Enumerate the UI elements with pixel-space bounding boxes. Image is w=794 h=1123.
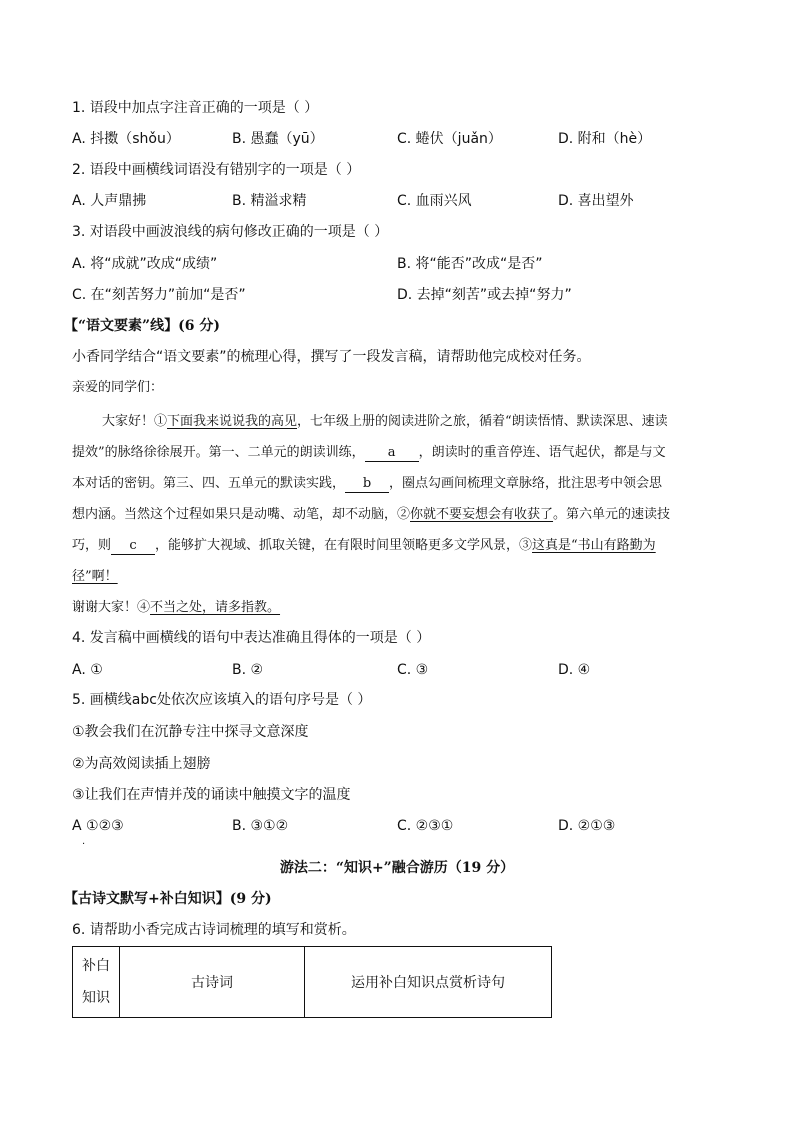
q3-option-d[interactable]: D. 去掉“刻苦”或去掉“努力” xyxy=(397,287,572,303)
speech-line-1 xyxy=(72,406,722,437)
underlined-sentence-3: 这真是“书山有路勤为 xyxy=(532,538,656,553)
q3-option-a[interactable]: A. 将“成就”改成“成绩” xyxy=(72,256,218,272)
q5-item-2: ②为高效阅读插上翅膀 xyxy=(72,756,211,772)
q1-stem: 1. 语段中加点字注音正确的一项是（ ） xyxy=(72,100,319,116)
blank-a[interactable]: a xyxy=(365,445,419,462)
blank-b[interactable]: b xyxy=(345,476,389,493)
table-header-knowledge-line2: 知识 xyxy=(82,990,110,1006)
section-intro: 小香同学结合“语文要素”的梳理心得，撰写了一段发言稿，请帮助他完成校对任务。 xyxy=(72,349,591,365)
q5-item-1: ①教会我们在沉静专注中探寻文意深度 xyxy=(72,724,309,740)
table-header-poem: 古诗词 xyxy=(120,947,305,1018)
speech-line-6 xyxy=(72,561,722,592)
speech-line-4 xyxy=(72,499,722,530)
q3-options-row2 xyxy=(72,285,732,305)
speech-text: 巧，则 xyxy=(72,538,112,553)
table-header-appreciation: 运用补白知识点赏析诗句 xyxy=(305,947,552,1018)
q5-option-b[interactable]: B. ③①② xyxy=(232,818,289,834)
q6-stem: 6. 请帮助小香完成古诗词梳理的填写和赏析。 xyxy=(72,922,356,938)
speech-text: ，七年级上册的阅读进阶之旅，循着“朗读悟情、默读深思、速读 xyxy=(297,414,668,429)
q4-options xyxy=(72,660,732,680)
q3-options-row1 xyxy=(72,254,732,274)
q3-stem: 3. 对语段中画波浪线的病句修改正确的一项是（ ） xyxy=(72,224,389,240)
q1-option-d[interactable]: D. 附和（hè） xyxy=(558,131,652,147)
q2-option-c[interactable]: C. 血雨兴风 xyxy=(397,193,472,209)
blank-c[interactable]: c xyxy=(111,538,155,555)
stray-mark: · xyxy=(82,839,86,850)
speech-text: 提效”的脉络徐徐展开。第一、二单元的朗读训练， xyxy=(72,445,365,460)
q1-options xyxy=(72,129,732,149)
q4-option-d[interactable]: D. ④ xyxy=(558,662,591,678)
q1-option-a[interactable]: A. 抖擞（shǒu） xyxy=(72,131,180,147)
q3-option-c[interactable]: C. 在“刻苦努力”前加“是否” xyxy=(72,287,246,303)
q5-item-3: ③让我们在声情并茂的诵读中触摸文字的温度 xyxy=(72,787,351,803)
q5-option-a[interactable]: A ①②③ xyxy=(72,818,124,834)
q5-options xyxy=(72,816,732,836)
q3-option-b[interactable]: B. 将“能否”改成“是否” xyxy=(397,256,543,272)
q4-option-b[interactable]: B. ② xyxy=(232,662,264,678)
part2-subheading: 【古诗文默写+补白知识】(9 分) xyxy=(64,891,272,907)
speech-text: 。第六单元的速读技 xyxy=(553,507,671,522)
speech-line-2 xyxy=(72,437,722,468)
q2-options xyxy=(72,191,732,211)
section-heading-elements: 【“语文要素”线】(6 分) xyxy=(64,318,220,334)
q2-option-d[interactable]: D. 喜出望外 xyxy=(558,193,634,209)
speech-line-3 xyxy=(72,468,722,499)
speech-text: 谢谢大家！④ xyxy=(72,600,151,615)
q4-option-c[interactable]: C. ③ xyxy=(397,662,429,678)
underlined-sentence-2: 你就不要妄想会有收获了 xyxy=(410,507,554,522)
q1-option-b[interactable]: B. 愚蠢（yū） xyxy=(232,131,324,147)
underlined-sentence-3-end: 径”啊！ xyxy=(72,569,118,584)
table-header-knowledge-line1: 补白 xyxy=(82,958,110,974)
poetry-table xyxy=(72,946,552,1018)
q2-option-a[interactable]: A. 人声鼎拂 xyxy=(72,193,147,209)
q4-option-a[interactable]: A. ① xyxy=(72,662,103,678)
speech-text: ，圈点勾画间梳理文章脉络，批注思考中领会思 xyxy=(389,476,663,491)
q5-option-d[interactable]: D. ②①③ xyxy=(558,818,616,834)
q1-option-c[interactable]: C. 蜷伏（juǎn） xyxy=(397,131,502,147)
speech-greeting: 亲爱的同学们： xyxy=(72,380,164,395)
q2-stem: 2. 语段中画横线词语没有错别字的一项是（ ） xyxy=(72,162,361,178)
q2-option-b[interactable]: B. 精溢求精 xyxy=(232,193,307,209)
table-header-knowledge xyxy=(73,947,120,1018)
q5-option-c[interactable]: C. ②③① xyxy=(397,818,454,834)
speech-line-7 xyxy=(72,592,722,623)
speech-text: 想内涵。当然这个过程如果只是动嘴、动笔，却不动脑，② xyxy=(72,507,411,522)
q5-stem: 5. 画横线abc处依次应该填入的语句序号是（ ） xyxy=(72,692,372,708)
table-row xyxy=(73,947,552,1018)
speech-text: ，朗读时的重音停连、语气起伏，都是与文 xyxy=(418,445,666,460)
part2-heading: 游法二：“知识+”融合游历（19 分） xyxy=(279,860,515,876)
speech-text: 大家好！① xyxy=(102,414,168,429)
speech-line-5 xyxy=(72,530,722,561)
underlined-sentence-4: 不当之处，请多指教。 xyxy=(150,600,281,615)
speech-text: 本对话的密钥。第三、四、五单元的默读实践， xyxy=(72,476,346,491)
q4-stem: 4. 发言稿中画横线的语句中表达准确且得体的一项是（ ） xyxy=(72,630,431,646)
speech-text: ，能够扩大视域、抓取关键，在有限时间里领略更多文学风景，③ xyxy=(155,538,533,553)
underlined-sentence-1: 下面我来说说我的高见 xyxy=(167,414,298,429)
